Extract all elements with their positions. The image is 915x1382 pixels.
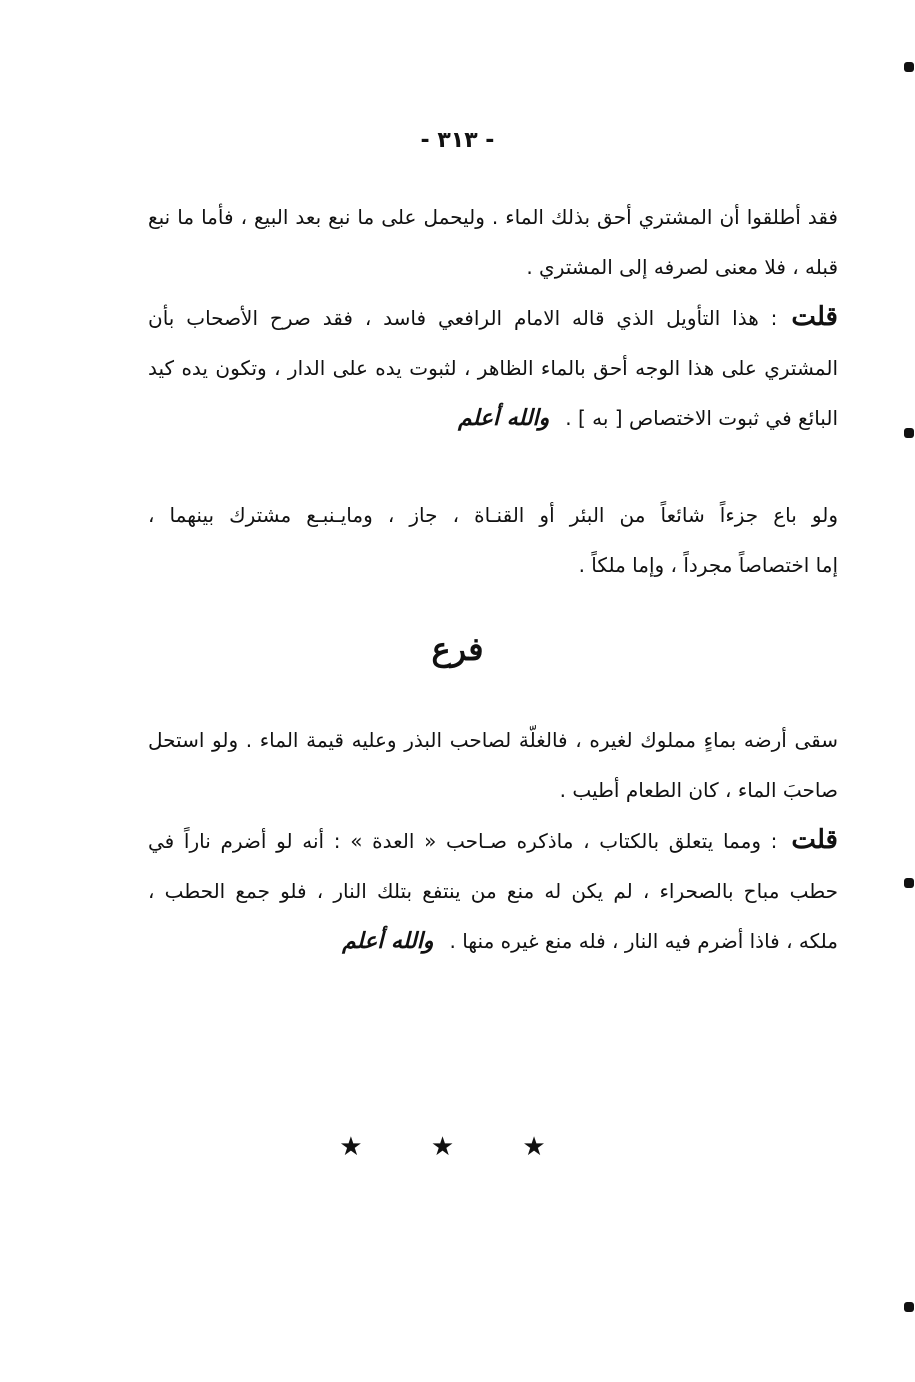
qult-marker: قلت (791, 825, 838, 855)
paragraph-line: المشتري على هذا الوجه أحق بالماء الظاهر ، لثبوت يده على الدار ، وتكون يده كيد (148, 356, 838, 380)
paragraph-line-text: : هذا التأويل الذي قاله الامام الرافعي فاسد ، فقد صرح الأصحاب بأن (148, 306, 778, 330)
paragraph-4 (148, 715, 838, 815)
paragraph-line-text: ملكه ، فاذا أضرم فيه النار ، فله منع غيره منها . (449, 929, 838, 953)
section-end-stars: ★ ★ ★ (339, 1132, 576, 1162)
paragraph-line-text: البائع في ثبوت الاختصاص [ به ] . (565, 406, 838, 430)
page-number: - ٣١٣ - (420, 128, 495, 153)
scan-edge-mark (904, 62, 914, 72)
paragraph-3 (148, 490, 838, 590)
paragraph-line (148, 393, 838, 443)
section-heading: فرع (431, 630, 484, 668)
paragraph-5 (148, 815, 838, 966)
paragraph-line: سقى أرضه بماءٍ مملوك لغيره ، فالغلّة لصاحب البذر وعليه قيمة الماء . ولو استحل (148, 728, 838, 752)
paragraph-line: حطب مباح بالصحراء ، لم يكن له منع من ينتفع بتلك النار ، فلو جمع الحطب ، (148, 879, 838, 903)
paragraph-2 (148, 292, 838, 443)
paragraph-line: ولو باع جزءاً شائعاً من البئر أو القنـاة ، جاز ، ومايـنبـع مشترك بينهما ، (148, 503, 838, 527)
paragraph-line (148, 292, 838, 343)
paragraph-line: قبله ، فلا معنى لصرفه إلى المشتري . (526, 255, 838, 279)
paragraph-line-text: : ومما يتعلق بالكتاب ، ماذكره صـاحب « العدة » : أنه لو أضرم ناراً في (148, 829, 778, 853)
wallahu-alam: والله أعلم (342, 928, 434, 954)
scan-edge-mark (904, 878, 914, 888)
paragraph-line: صاحبَ الماء ، كان الطعام أطيب . (559, 778, 838, 802)
paragraph-1 (148, 192, 838, 292)
wallahu-alam: والله أعلم (457, 405, 550, 431)
scan-edge-mark (904, 1302, 914, 1312)
paragraph-line: فقد أطلقوا أن المشتري أحق بذلك الماء . وليحمل على ما نبع بعد البيع ، فأما ما نبع (148, 205, 838, 229)
paragraph-line: إما اختصاصاً مجرداً ، وإما ملكاً . (578, 553, 838, 577)
qult-marker: قلت (791, 302, 838, 332)
paragraph-line (148, 815, 838, 866)
paragraph-line (148, 916, 838, 966)
scan-edge-mark (904, 428, 914, 438)
